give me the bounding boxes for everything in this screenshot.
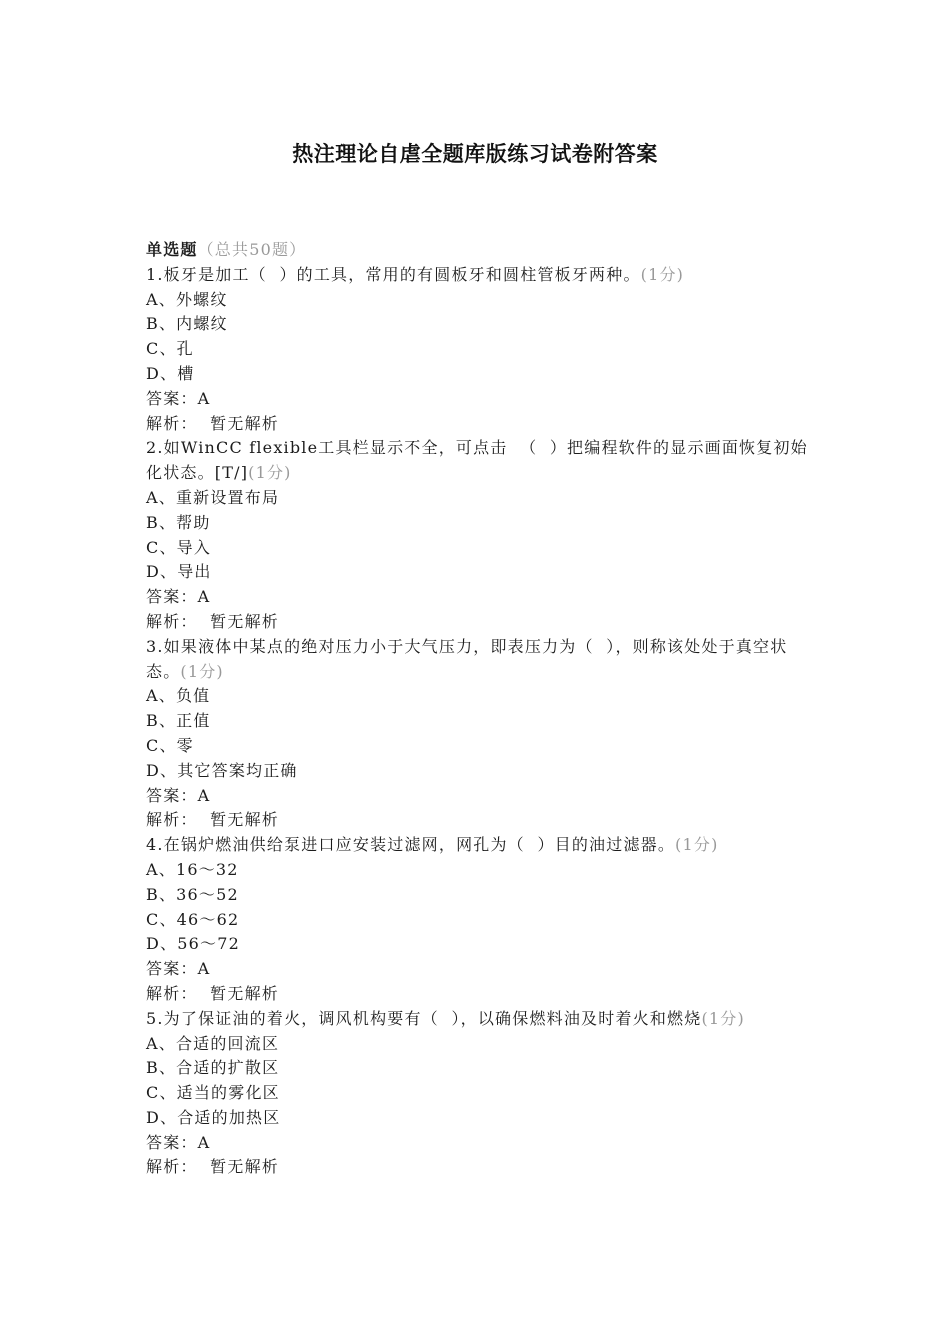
option: D、合适的加热区: [146, 1107, 281, 1127]
question-stem: 2.如WinCC flexible工具栏显示不全，可点击 （ ）把编程软件的显示画面恢复初始化状态。[T/](1分): [146, 438, 808, 483]
question-stem: 5.为了保证油的着火，调风机构要有（ ），以确保燃料油及时着火和燃烧(1分): [146, 1008, 745, 1028]
answer: 答案：A: [146, 388, 211, 408]
question-stem: 3.如果液体中某点的绝对压力小于大气压力，即表压力为（ ），则称该处处于真空状态。(1分): [146, 636, 788, 681]
option: C、零: [146, 735, 194, 755]
answer: 答案：A: [146, 785, 211, 805]
option: C、导入: [146, 537, 212, 557]
document-title: 热注理论自虐全题库版练习试卷附答案: [292, 142, 658, 166]
section-count: （总共50题）: [197, 240, 307, 259]
option: A、负值: [146, 686, 211, 706]
question-score: (1分): [180, 661, 224, 681]
answer: 答案：A: [146, 959, 211, 979]
section-title: 单选题: [146, 240, 198, 259]
answer: 答案：A: [146, 587, 211, 607]
option: B、36～52: [146, 884, 239, 904]
question-stem: 1.板牙是加工（ ）的工具，常用的有圆板牙和圆柱管板牙两种。(1分): [146, 264, 685, 284]
section-heading: [146, 238, 811, 263]
analysis: 解析： 暂无解析: [146, 1157, 279, 1177]
option: D、导出: [146, 562, 212, 582]
question-score: (1分): [675, 835, 719, 855]
analysis: 解析： 暂无解析: [146, 983, 279, 1003]
option: A、合适的回流区: [146, 1033, 280, 1053]
analysis: 解析： 暂无解析: [146, 611, 279, 631]
answer: 答案：A: [146, 1132, 211, 1152]
question-score: (1分): [248, 463, 292, 483]
option: A、16～32: [146, 859, 239, 879]
option: C、孔: [146, 339, 194, 359]
option: C、46～62: [146, 909, 240, 929]
option: B、合适的扩散区: [146, 1058, 280, 1078]
question-score: (1分): [701, 1008, 745, 1028]
option: A、外螺纹: [146, 289, 228, 309]
option: B、帮助: [146, 512, 211, 532]
option: B、正值: [146, 711, 211, 731]
analysis: 解析： 暂无解析: [146, 413, 279, 433]
question-score: (1分): [640, 264, 685, 284]
option: C、适当的雾化区: [146, 1083, 280, 1103]
analysis: 解析： 暂无解析: [146, 810, 279, 830]
option: D、56～72: [146, 934, 240, 954]
option: B、内螺纹: [146, 314, 228, 334]
question-list: [146, 238, 811, 1180]
option: D、其它答案均正确: [146, 760, 298, 780]
option: A、重新设置布局: [146, 487, 280, 507]
option: D、槽: [146, 363, 195, 383]
question-stem: 4.在锅炉燃油供给泵进口应安装过滤网，网孔为（ ）目的油过滤器。(1分): [146, 835, 719, 855]
